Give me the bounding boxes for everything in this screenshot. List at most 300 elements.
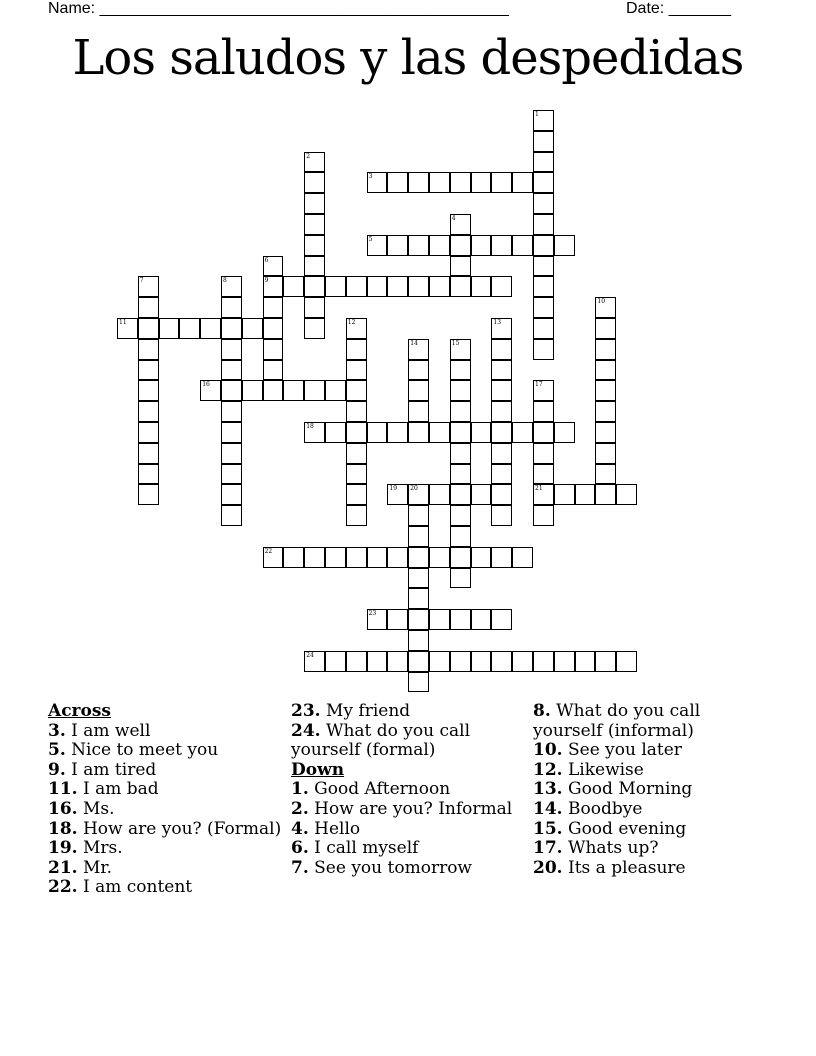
clue-number: 22. <box>48 877 78 898</box>
crossword-cell[interactable] <box>304 380 325 401</box>
crossword-cell[interactable] <box>138 464 159 485</box>
crossword-cell[interactable] <box>325 547 346 568</box>
crossword-cell[interactable] <box>491 401 512 422</box>
crossword-cell[interactable] <box>138 318 159 339</box>
crossword-cell[interactable] <box>491 609 512 630</box>
clue-text: I am tired <box>71 759 157 780</box>
crossword-cell[interactable] <box>138 401 159 422</box>
crossword-cell[interactable] <box>283 547 304 568</box>
crossword-cell[interactable] <box>512 172 533 193</box>
crossword-cell[interactable] <box>138 297 159 318</box>
crossword-cell[interactable] <box>346 547 367 568</box>
crossword-cell[interactable] <box>408 547 429 568</box>
across-clue <box>48 722 283 742</box>
crossword-cell[interactable] <box>533 443 554 464</box>
crossword-cell[interactable] <box>387 276 408 297</box>
crossword-cell[interactable] <box>533 505 554 526</box>
down-clue <box>533 800 768 820</box>
clue-text: Good Afternoon <box>314 779 451 800</box>
crossword-cell[interactable] <box>471 172 492 193</box>
crossword-cell[interactable] <box>450 401 471 422</box>
clue-text: I am well <box>71 720 151 741</box>
clues-column-2 <box>291 702 526 878</box>
crossword-cell[interactable] <box>263 297 284 318</box>
date-field-label: Date: _______ <box>626 0 731 17</box>
down-clue <box>533 859 768 879</box>
crossword-cell[interactable] <box>325 651 346 672</box>
crossword-cell[interactable] <box>450 651 471 672</box>
crossword-cell[interactable] <box>387 235 408 256</box>
crossword-cell[interactable] <box>471 422 492 443</box>
crossword-cell[interactable] <box>595 484 616 505</box>
crossword-cell[interactable] <box>471 484 492 505</box>
crossword-cell[interactable] <box>450 214 471 235</box>
down-clue <box>291 859 526 879</box>
clue-number: 10. <box>533 740 563 761</box>
crossword-cell[interactable] <box>346 422 367 443</box>
crossword-cell[interactable] <box>491 547 512 568</box>
clue-number: 3. <box>48 720 66 741</box>
crossword-cell[interactable] <box>221 401 242 422</box>
crossword-cell[interactable] <box>346 443 367 464</box>
cell-number: 10 <box>597 298 606 306</box>
down-heading: Down <box>291 759 345 780</box>
cell-number: 6 <box>264 256 269 264</box>
crossword-cell[interactable] <box>179 318 200 339</box>
cell-number: 21 <box>535 485 543 493</box>
crossword-cell[interactable] <box>221 339 242 360</box>
cell-number: 15 <box>451 339 460 347</box>
crossword-cell[interactable] <box>450 422 471 443</box>
crossword-cell[interactable] <box>512 547 533 568</box>
crossword-cell[interactable] <box>450 609 471 630</box>
clue-text: How are you? Informal <box>314 798 513 819</box>
crossword-cell[interactable] <box>221 443 242 464</box>
cell-number: 11 <box>119 319 127 326</box>
clue-number: 13. <box>533 779 563 800</box>
crossword-cell[interactable] <box>450 256 471 277</box>
across-heading: Across <box>48 701 111 721</box>
crossword-cell[interactable] <box>221 318 242 339</box>
crossword-cell[interactable] <box>304 172 325 193</box>
crossword-cell[interactable] <box>450 443 471 464</box>
crossword-cell[interactable] <box>304 547 325 568</box>
crossword-cell[interactable] <box>325 276 346 297</box>
crossword-cell[interactable] <box>491 360 512 381</box>
crossword-cell[interactable] <box>616 484 637 505</box>
crossword-cell[interactable] <box>263 276 284 297</box>
crossword-cell[interactable] <box>408 630 429 651</box>
across-clue <box>48 859 283 879</box>
crossword-cell[interactable] <box>491 276 512 297</box>
crossword-cell[interactable] <box>325 422 346 443</box>
clue-text: My friend <box>325 701 411 721</box>
down-clue <box>533 761 768 781</box>
crossword-cell[interactable] <box>595 360 616 381</box>
clue-number: 8. <box>533 701 551 721</box>
across-clue <box>291 722 526 761</box>
cell-number: 19 <box>389 485 398 493</box>
crossword-cell[interactable] <box>491 484 512 505</box>
cell-number: 1 <box>535 111 539 118</box>
crossword-cell[interactable] <box>346 651 367 672</box>
crossword-cell[interactable] <box>408 380 429 401</box>
clue-text: What do you call yourself (informal) <box>533 701 701 741</box>
crossword-cell[interactable] <box>387 422 408 443</box>
crossword-cell[interactable] <box>533 131 554 152</box>
crossword-cell[interactable] <box>346 318 367 339</box>
crossword-cell[interactable] <box>491 651 512 672</box>
crossword-cell[interactable] <box>533 297 554 318</box>
crossword-cell[interactable] <box>346 401 367 422</box>
crossword-cell[interactable] <box>408 339 429 360</box>
cell-number: 22 <box>264 547 273 555</box>
crossword-cell[interactable] <box>138 484 159 505</box>
crossword-cell[interactable] <box>221 484 242 505</box>
clue-text: Boodbye <box>567 798 643 819</box>
clues-column-1 <box>48 702 283 898</box>
crossword-cell[interactable] <box>450 172 471 193</box>
crossword-cell[interactable] <box>595 443 616 464</box>
down-clue <box>291 800 526 820</box>
crossword-cell[interactable] <box>138 360 159 381</box>
crossword-cell[interactable] <box>575 484 596 505</box>
crossword-cell[interactable] <box>408 360 429 381</box>
crossword-cell[interactable] <box>408 235 429 256</box>
crossword-cell[interactable] <box>575 651 596 672</box>
crossword-cell[interactable] <box>346 464 367 485</box>
crossword-cell[interactable] <box>595 464 616 485</box>
clue-number: 19. <box>48 838 78 859</box>
crossword-cell[interactable] <box>304 318 325 339</box>
crossword-cell[interactable] <box>242 380 263 401</box>
across-clue <box>291 702 526 722</box>
crossword-cell[interactable] <box>408 588 429 609</box>
crossword-cell[interactable] <box>325 380 346 401</box>
clue-number: 16. <box>48 798 78 819</box>
crossword-cell[interactable] <box>491 318 512 339</box>
crossword-cell[interactable] <box>263 360 284 381</box>
crossword-cell[interactable] <box>533 193 554 214</box>
crossword-cell[interactable] <box>471 235 492 256</box>
cell-number: 5 <box>368 235 373 243</box>
crossword-cell[interactable] <box>367 651 388 672</box>
crossword-cell[interactable] <box>533 380 554 401</box>
crossword-cell[interactable] <box>450 484 471 505</box>
clue-text: I am bad <box>82 779 159 800</box>
crossword-cell[interactable] <box>429 422 450 443</box>
crossword-cell[interactable] <box>533 172 554 193</box>
crossword-cell[interactable] <box>242 318 263 339</box>
cell-number: 7 <box>139 277 144 285</box>
clue-text: Ms. <box>82 798 115 819</box>
crossword-cell[interactable] <box>595 318 616 339</box>
crossword-cell[interactable] <box>429 651 450 672</box>
across-clue <box>48 878 283 898</box>
crossword-cell[interactable] <box>450 339 471 360</box>
crossword-cell[interactable] <box>533 110 554 131</box>
crossword-cell[interactable] <box>616 651 637 672</box>
down-clue <box>291 839 526 859</box>
crossword-cell[interactable] <box>200 318 221 339</box>
crossword-cell[interactable] <box>491 443 512 464</box>
crossword-cell[interactable] <box>387 172 408 193</box>
cell-number: 20 <box>410 485 418 493</box>
crossword-cell[interactable] <box>429 235 450 256</box>
crossword-cell[interactable] <box>367 172 388 193</box>
crossword-cell[interactable] <box>533 484 554 505</box>
crossword-cell[interactable] <box>450 380 471 401</box>
crossword-cell[interactable] <box>554 235 575 256</box>
crossword-cell[interactable] <box>533 214 554 235</box>
clue-text: Its a pleasure <box>567 857 686 878</box>
name-field-label: Name: ______________________________________________ <box>48 0 509 17</box>
crossword-cell[interactable] <box>471 276 492 297</box>
crossword-cell[interactable] <box>346 360 367 381</box>
crossword-cell[interactable] <box>387 547 408 568</box>
crossword-cell[interactable] <box>408 609 429 630</box>
crossword-cell[interactable] <box>346 484 367 505</box>
crossword-cell[interactable] <box>429 609 450 630</box>
crossword-cell[interactable] <box>138 422 159 443</box>
crossword-cell[interactable] <box>450 526 471 547</box>
crossword-cell[interactable] <box>408 505 429 526</box>
crossword-cell[interactable] <box>491 172 512 193</box>
cell-number: 9 <box>264 277 269 285</box>
cell-number: 3 <box>368 173 373 181</box>
crossword-cell[interactable] <box>533 276 554 297</box>
clue-number: 12. <box>533 759 563 780</box>
crossword-cell[interactable] <box>471 651 492 672</box>
clue-text: Nice to meet you <box>71 740 219 761</box>
clue-number: 18. <box>48 818 78 839</box>
crossword-cell[interactable] <box>450 235 471 256</box>
cell-number: 4 <box>451 215 456 222</box>
crossword-cell[interactable] <box>450 276 471 297</box>
crossword-cell[interactable] <box>554 422 575 443</box>
cell-number: 13 <box>493 319 502 326</box>
crossword-cell[interactable] <box>471 609 492 630</box>
clue-text: Hello <box>314 818 361 839</box>
crossword-cell[interactable] <box>387 484 408 505</box>
crossword-cell[interactable] <box>491 422 512 443</box>
clue-text: Good evening <box>567 818 687 839</box>
clue-text: I call myself <box>314 838 419 859</box>
clue-number: 9. <box>48 759 66 780</box>
clue-number: 11. <box>48 779 78 800</box>
clue-number: 20. <box>533 857 563 878</box>
across-clue <box>48 820 283 840</box>
crossword-cell[interactable] <box>491 464 512 485</box>
crossword-cell[interactable] <box>346 276 367 297</box>
crossword-cell[interactable] <box>283 380 304 401</box>
crossword-cell[interactable] <box>304 256 325 277</box>
crossword-cell[interactable] <box>408 484 429 505</box>
crossword-cell[interactable] <box>491 380 512 401</box>
crossword-cell[interactable] <box>533 401 554 422</box>
crossword-cell[interactable] <box>429 172 450 193</box>
crossword-cell[interactable] <box>533 318 554 339</box>
crossword-cell[interactable] <box>429 276 450 297</box>
down-clue <box>533 839 768 859</box>
crossword-cell[interactable] <box>138 380 159 401</box>
crossword-cell[interactable] <box>304 193 325 214</box>
crossword-cell[interactable] <box>221 505 242 526</box>
down-clue <box>533 702 768 741</box>
across-clue <box>48 761 283 781</box>
crossword-cell[interactable] <box>263 380 284 401</box>
crossword-cell[interactable] <box>491 505 512 526</box>
crossword-cell[interactable] <box>533 256 554 277</box>
clue-number: 17. <box>533 838 563 859</box>
clue-number: 6. <box>291 838 309 859</box>
crossword-cell[interactable] <box>491 339 512 360</box>
crossword-cell[interactable] <box>595 380 616 401</box>
crossword-cell[interactable] <box>221 276 242 297</box>
clue-number: 5. <box>48 740 66 761</box>
crossword-cell[interactable] <box>408 276 429 297</box>
crossword-cell[interactable] <box>304 152 325 173</box>
crossword-cell[interactable] <box>471 547 492 568</box>
down-clue <box>291 780 526 800</box>
clue-number: 14. <box>533 798 563 819</box>
crossword-cell[interactable] <box>159 318 180 339</box>
cell-number: 8 <box>223 277 227 285</box>
cell-number: 16 <box>202 381 210 389</box>
crossword-cell[interactable] <box>200 380 221 401</box>
crossword-cell[interactable] <box>263 547 284 568</box>
crossword-cell[interactable] <box>408 422 429 443</box>
crossword-cell[interactable] <box>595 339 616 360</box>
cell-number: 17 <box>535 381 543 389</box>
crossword-cell[interactable] <box>138 443 159 464</box>
crossword-cell[interactable] <box>304 297 325 318</box>
crossword-cell[interactable] <box>450 464 471 485</box>
crossword-cell[interactable] <box>138 276 159 297</box>
crossword-cell[interactable] <box>117 318 138 339</box>
crossword-cell[interactable] <box>221 464 242 485</box>
down-clue <box>533 820 768 840</box>
crossword-cell[interactable] <box>429 547 450 568</box>
crossword-cell[interactable] <box>595 651 616 672</box>
crossword-cell[interactable] <box>533 422 554 443</box>
crossword-cell[interactable] <box>263 339 284 360</box>
crossword-cell[interactable] <box>533 152 554 173</box>
crossword-cell[interactable] <box>533 339 554 360</box>
crossword-cell[interactable] <box>512 422 533 443</box>
clue-number: 2. <box>291 798 309 819</box>
crossword-cell[interactable] <box>346 339 367 360</box>
crossword-cell[interactable] <box>533 464 554 485</box>
crossword-cell[interactable] <box>491 235 512 256</box>
crossword-cell[interactable] <box>367 276 388 297</box>
crossword-cell[interactable] <box>408 651 429 672</box>
crossword-cell[interactable] <box>221 297 242 318</box>
crossword-cell[interactable] <box>554 484 575 505</box>
clue-number: 1. <box>291 779 309 800</box>
clue-number: 15. <box>533 818 563 839</box>
across-clue <box>48 741 283 761</box>
crossword-cell[interactable] <box>387 609 408 630</box>
crossword-cell[interactable] <box>304 276 325 297</box>
across-clue <box>48 800 283 820</box>
crossword-cell[interactable] <box>387 651 408 672</box>
crossword-cell[interactable] <box>221 422 242 443</box>
crossword-cell[interactable] <box>138 339 159 360</box>
crossword-cell[interactable] <box>512 651 533 672</box>
crossword-cell[interactable] <box>367 609 388 630</box>
crossword-cell[interactable] <box>533 235 554 256</box>
clue-text: What do you call yourself (formal) <box>291 720 471 761</box>
crossword-cell[interactable] <box>346 380 367 401</box>
crossword-cell[interactable] <box>263 256 284 277</box>
crossword-cell[interactable] <box>304 422 325 443</box>
crossword-cell[interactable] <box>595 401 616 422</box>
cell-number: 18 <box>306 423 314 430</box>
cell-number: 12 <box>347 319 356 326</box>
clue-text: See you tomorrow <box>314 857 472 878</box>
crossword-cell[interactable] <box>283 276 304 297</box>
crossword-cell[interactable] <box>408 172 429 193</box>
crossword-cell[interactable] <box>304 214 325 235</box>
crossword-cell[interactable] <box>554 651 575 672</box>
down-clue <box>533 780 768 800</box>
crossword-cell[interactable] <box>595 297 616 318</box>
crossword-cell[interactable] <box>304 651 325 672</box>
clue-text: How are you? (Formal) <box>82 818 282 839</box>
crossword-cell[interactable] <box>408 526 429 547</box>
crossword-cell[interactable] <box>367 422 388 443</box>
clue-number: 4. <box>291 818 309 839</box>
clue-text: See you later <box>567 740 682 761</box>
crossword-cell[interactable] <box>450 360 471 381</box>
clue-text: I am content <box>82 877 193 898</box>
crossword-cell[interactable] <box>429 484 450 505</box>
crossword-cell[interactable] <box>595 422 616 443</box>
crossword-cell[interactable] <box>408 401 429 422</box>
clue-text: Likewise <box>567 759 644 780</box>
clue-number: 24. <box>291 720 321 741</box>
crossword-cell[interactable] <box>263 318 284 339</box>
cell-number: 24 <box>306 651 314 659</box>
crossword-cell[interactable] <box>304 235 325 256</box>
clue-number: 23. <box>291 701 321 721</box>
crossword-cell[interactable] <box>367 235 388 256</box>
clue-text: Mr. <box>82 857 113 878</box>
clues-column-3 <box>533 702 768 878</box>
crossword-cell[interactable] <box>367 547 388 568</box>
crossword-cell[interactable] <box>408 568 429 589</box>
cell-number: 2 <box>306 152 311 160</box>
down-clue <box>533 741 768 761</box>
crossword-cell[interactable] <box>346 505 367 526</box>
clue-number: 21. <box>48 857 78 878</box>
across-clue <box>48 780 283 800</box>
cell-number: 14 <box>410 339 418 347</box>
cell-number: 23 <box>368 610 377 618</box>
clue-number: 7. <box>291 857 309 878</box>
crossword-cell[interactable] <box>450 505 471 526</box>
crossword-cell[interactable] <box>450 547 471 568</box>
crossword-cell[interactable] <box>450 568 471 589</box>
crossword-cell[interactable] <box>221 360 242 381</box>
crossword-cell[interactable] <box>533 651 554 672</box>
crossword-cell[interactable] <box>512 235 533 256</box>
clue-text: Mrs. <box>82 838 123 859</box>
crossword-cell[interactable] <box>221 380 242 401</box>
crossword-cell[interactable] <box>408 672 429 693</box>
down-clue <box>291 820 526 840</box>
